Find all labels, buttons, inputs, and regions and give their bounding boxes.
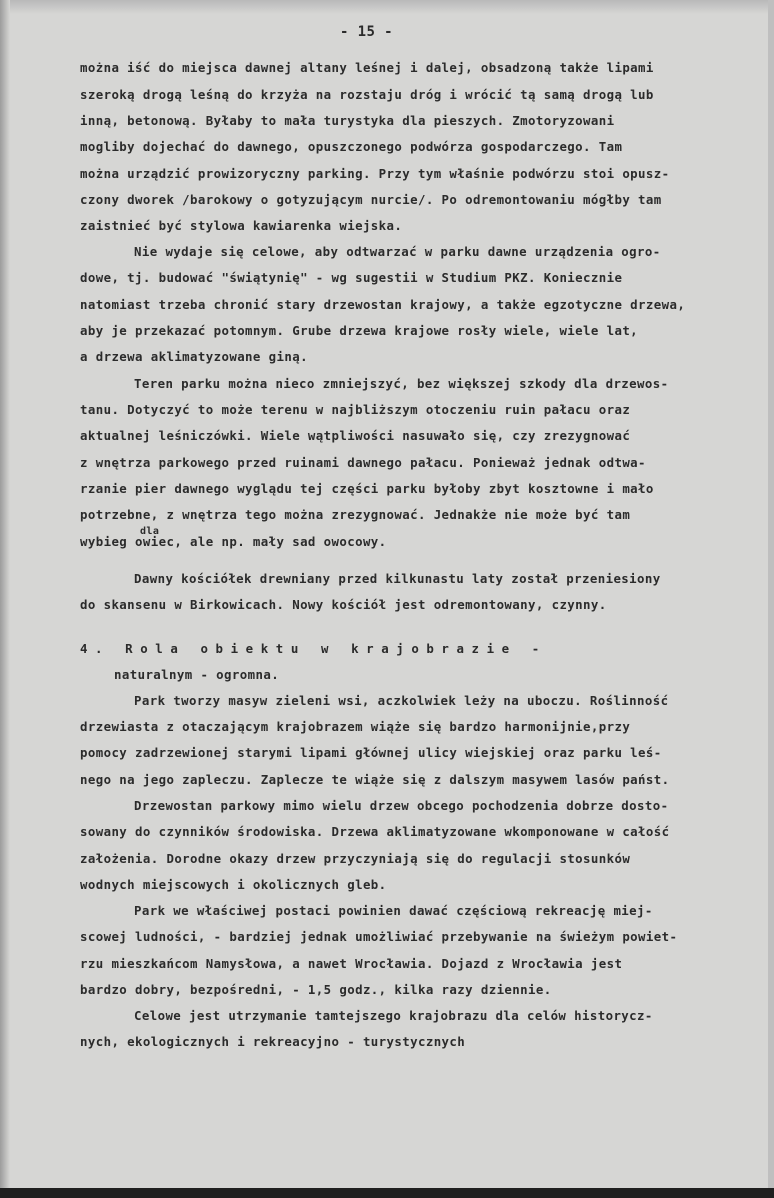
text-line: zaistnieć być stylowa kawiarenka wiejska.: [80, 218, 403, 233]
paragraph-first-line: Celowe jest utrzymanie tamtejszego krajobrazu dla celów historycz-: [134, 1008, 653, 1023]
text-line: aktualnej leśniczówki. Wiele wątpliwości nasuwało się, czy zrezygnować: [80, 428, 631, 443]
text-line: wybieg owiec, ale np. mały sad owocowy.: [80, 534, 387, 549]
text-line: bardzo dobry, bezpośredni, - 1,5 godz., kilka razy dziennie.: [80, 982, 552, 997]
text-line: założenia. Dorodne okazy drzew przyczyniają się do regulacji stosunków: [80, 851, 631, 866]
text-line: tanu. Dotyczyć to może terenu w najbliższym otoczeniu ruin pałacu oraz: [80, 402, 631, 417]
handwritten-insertion: dla: [140, 526, 160, 537]
text-line: rzanie pier dawnego wyglądu tej części parku byłoby zbyt kosztowne i mało: [80, 481, 654, 496]
paragraph-first-line: Park tworzy masyw zieleni wsi, aczkolwiek leży na uboczu. Roślinność: [134, 693, 669, 708]
text-line: rzu mieszkańcom Namysłowa, a nawet Wrocławia. Dojazd z Wrocławia jest: [80, 956, 623, 971]
text-line: wodnych miejscowych i okolicznych gleb.: [80, 877, 387, 892]
paragraph-first-line: Nie wydaje się celowe, aby odtwarzać w parku dawne urządzenia ogro-: [134, 244, 661, 259]
text-line: natomiast trzeba chronić stary drzewostan krajowy, a także egzotyczne drzewa,: [80, 297, 686, 312]
paragraph-first-line: Teren parku można nieco zmniejszyć, bez większej szkody dla drzewos-: [134, 376, 669, 391]
paragraph-first-line: Park we właściwej postaci powinien dawać częściową rekreację miej-: [134, 903, 653, 918]
text-line: sowany do czynników środowiska. Drzewa aklimatyzowane wkomponowane w całość: [80, 824, 670, 839]
paragraph-first-line: Drzewostan parkowy mimo wielu drzew obcego pochodzenia dobrze dosto-: [134, 798, 669, 813]
text-line: z wnętrza parkowego przed ruinami dawnego pałacu. Ponieważ jednak odtwa-: [80, 455, 646, 470]
text-line: nych, ekologicznych i rekreacyjno - turystycznych: [80, 1034, 466, 1049]
text-line: a drzewa aklimatyzowane giną.: [80, 349, 308, 364]
text-line: szeroką drogą leśną do krzyża na rozstaju dróg i wrócić tą samą drogą lub: [80, 87, 654, 102]
text-line: można urządzić prowizoryczny parking. Przy tym właśnie podwórzu stoi opusz-: [80, 166, 670, 181]
text-line: pomocy zadrzewionej starymi lipami głównej ulicy wiejskiej oraz parku leś-: [80, 745, 662, 760]
text-line: do skansenu w Birkowicach. Nowy kościół jest odremontowany, czynny.: [80, 597, 607, 612]
section-heading: 4. Rola obiektu w krajobrazie -: [80, 641, 547, 656]
paragraph-first-line: Dawny kościółek drewniany przed kilkunastu laty został przeniesiony: [134, 571, 661, 586]
text-line: drzewiasta z otaczającym krajobrazem wiąże się bardzo harmonijnie,przy: [80, 719, 631, 734]
text-line: inną, betonową. Byłaby to mała turystyka dla pieszych. Zmotoryzowani: [80, 113, 615, 128]
text-line: mogliby dojechać do dawnego, opuszczonego podwórza gospodarczego. Tam: [80, 139, 623, 154]
text-line: czony dworek /barokowy o gotyzującym nurcie/. Po odremontowaniu mógłby tam: [80, 192, 662, 207]
section-heading-continuation: naturalnym - ogromna.: [114, 667, 280, 682]
text-line: dowe, tj. budować "świątynię" - wg sugestii w Studium PKZ. Koniecznie: [80, 270, 623, 285]
text-line: scowej ludności, - bardziej jednak umożliwiać przebywanie na świeżym powiet-: [80, 929, 678, 944]
text-line: nego na jego zapleczu. Zaplecze te wiąże się z dalszym masywem lasów państ.: [80, 772, 670, 787]
page-number: - 15 -: [340, 24, 393, 40]
text-line: potrzebne, z wnętrza tego można zrezygnować. Jednakże nie może być tam: [80, 507, 631, 522]
text-line: aby je przekazać potomnym. Grube drzewa krajowe rosły wiele, wiele lat,: [80, 323, 639, 338]
text-line: można iść do miejsca dawnej altany leśnej i dalej, obsadzoną także lipami: [80, 60, 654, 75]
